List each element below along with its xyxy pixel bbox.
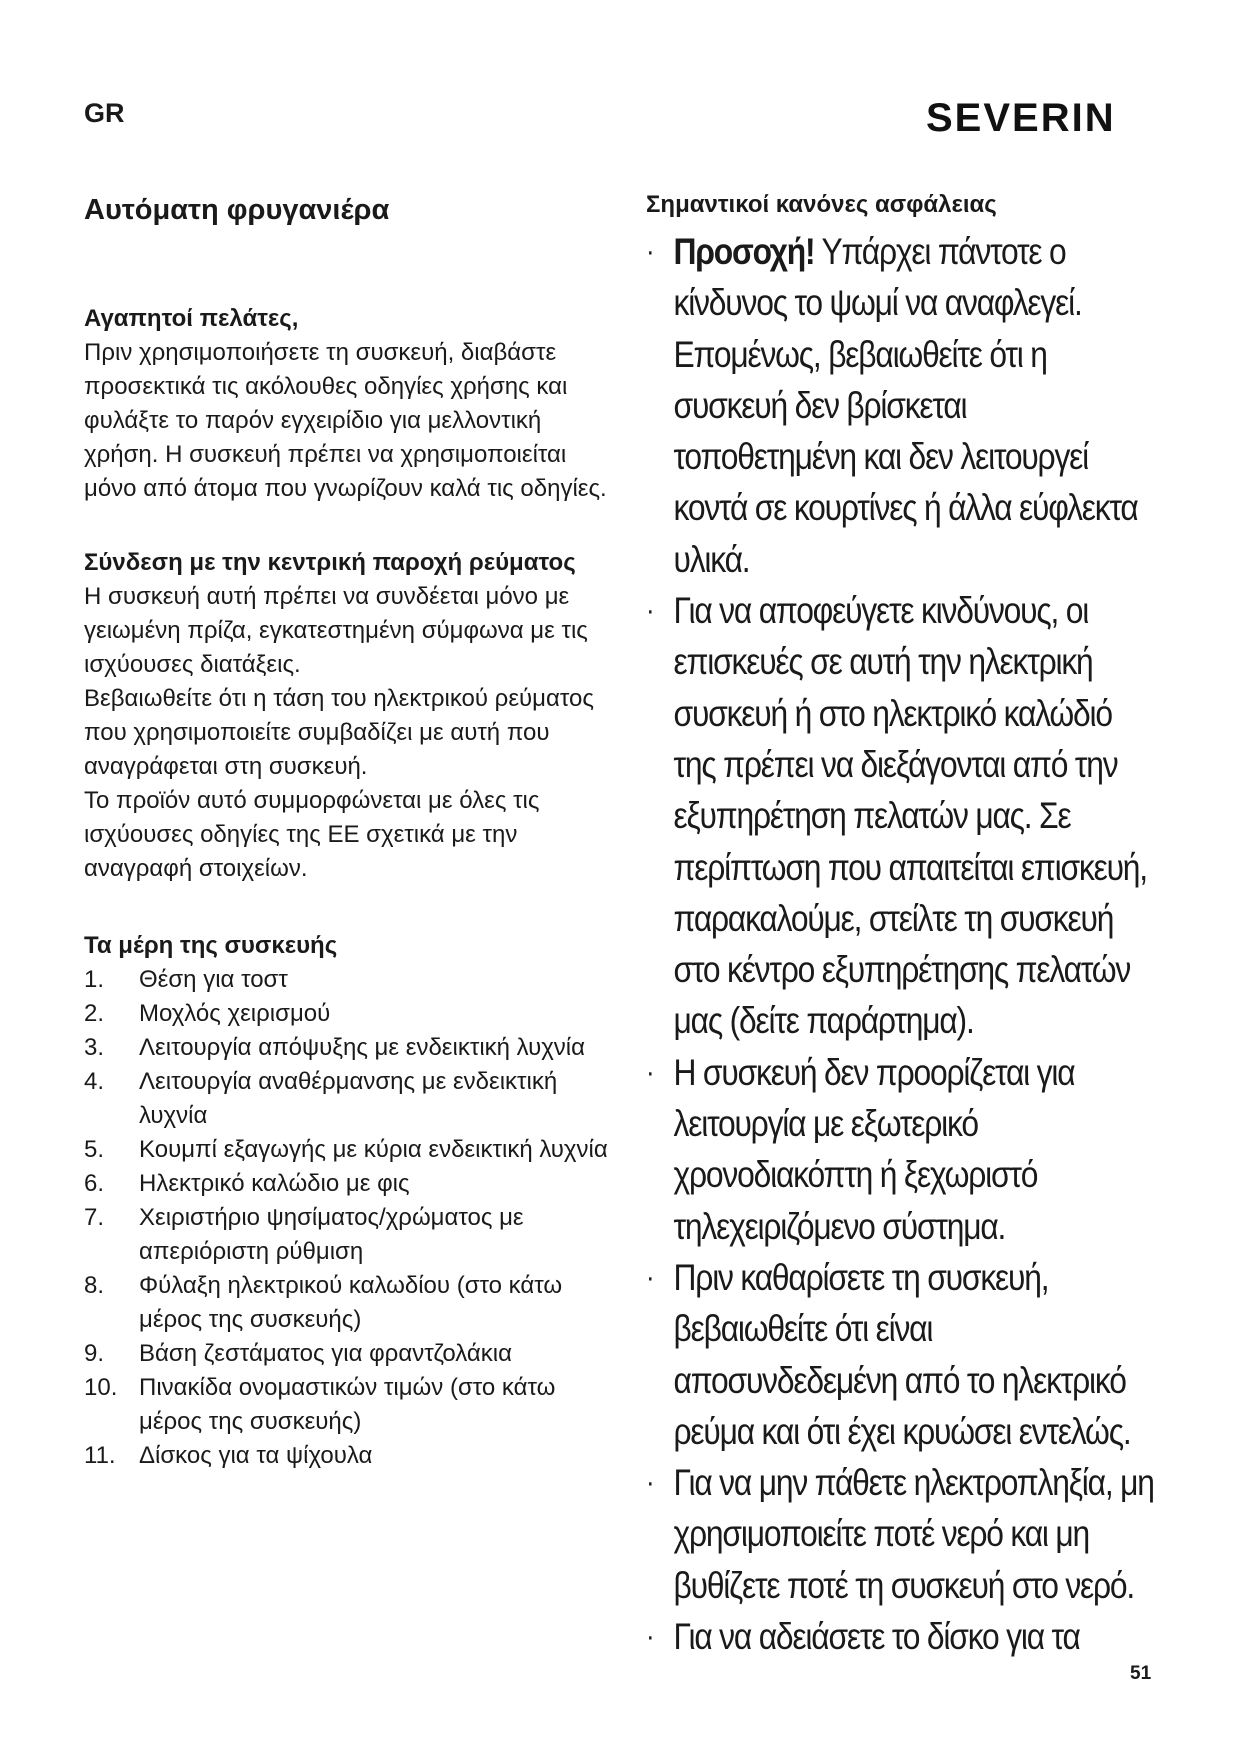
list-item: · Πριν καθαρίσετε τη συσκευή, βεβαιωθείτε ότι είναι αποσυνδεδεμένη από το ηλεκτρικό ρεύμα και ότι έχει κρυώσει εντελώς. <box>646 1252 1155 1457</box>
greeting-text: Πριν χρησιμοποιήσετε τη συσκευή, διαβάστε προσεκτικά τις ακόλουθες οδηγίες χρήσης και φυλάξτε το παρόν εγχειρίδιο για μελλοντική χρήση. Η συσκευή πρέπει να χρησιμοποιείται μόνο από άτομα που γνωρίζουν καλά τις οδηγίες. <box>84 339 607 502</box>
brand-logo: SEVERIN <box>926 96 1116 140</box>
parts-heading: Τα μέρη της συσκευής <box>84 932 338 959</box>
list-item: 6. Ηλεκτρικό καλώδιο με φις <box>84 1170 410 1197</box>
connection-paragraph-3: Το προϊόν αυτό συμμορφώνεται με όλες τις ισχύουσες οδηγίες της ΕΕ σχετικά με την αναγραφή στοιχείων. <box>84 787 540 882</box>
list-item: 4. Λειτουργία αναθέρμανσης με ενδεικτική λυχνία <box>84 1068 558 1129</box>
bullet-icon: · <box>646 594 654 628</box>
list-item: · Για να αδειάσετε το δίσκο για τα <box>646 1611 1155 1662</box>
list-item: 5. Κουμπί εξαγωγής με κύρια ενδεικτική λυχνία <box>84 1136 608 1163</box>
safety-heading: Σημαντικοί κανόνες ασφάλειας <box>646 191 997 218</box>
safety-rules-list <box>646 226 1166 1662</box>
bullet-icon: · <box>646 1620 654 1654</box>
list-item: 10. Πινακίδα ονομαστικών τιμών (στο κάτω μέρος της συσκευής) <box>84 1374 556 1435</box>
list-item: · Για να μην πάθετε ηλεκτροπληξία, μη χρησιμοποιείτε ποτέ νερό και μη βυθίζετε ποτέ τη συσκευή στο νερό. <box>646 1457 1155 1611</box>
bullet-icon: · <box>646 1466 654 1500</box>
bullet-icon: · <box>646 1260 654 1294</box>
page-title: Αυτόματη φρυγανιέρα <box>84 194 390 226</box>
connection-paragraph-2: Βεβαιωθείτε ότι η τάση του ηλεκτρικού ρεύματος που χρησιμοποιείτε συμβαδίζει με αυτή που αναγράφεται στη συσκευή. <box>84 685 594 780</box>
list-item: 3. Λειτουργία απόψυξης με ενδεικτική λυχνία <box>84 1034 586 1061</box>
list-item: · Η συσκευή δεν προορίζεται για λειτουργία με εξωτερικό χρονοδιακόπτη ή ξεχωριστό τηλεχειριζόμενο σύστημα. <box>646 1047 1155 1252</box>
bullet-icon: · <box>646 235 654 268</box>
connection-paragraph-1: Η συσκευή αυτή πρέπει να συνδέεται μόνο με γειωμένη πρίζα, εγκατεστημένη σύμφωνα με τις ισχύουσες διατάξεις. <box>84 583 588 678</box>
right-column <box>646 188 1166 1662</box>
list-item: 7. Χειριστήριο ψησίματος/χρώματος με απεριόριστη ρύθμιση <box>84 1204 524 1265</box>
list-item: 2. Μοχλός χειρισμού <box>84 1000 331 1027</box>
greeting-heading: Αγαπητοί πελάτες, <box>84 305 299 332</box>
left-column <box>84 190 614 1473</box>
bullet-icon: · <box>646 1055 654 1089</box>
language-code: GR <box>84 98 125 128</box>
list-item: 8. Φύλαξη ηλεκτρικού καλωδίου (στο κάτω μέρος της συσκευής) <box>84 1272 563 1333</box>
list-item: 1. Θέση για τοστ <box>84 966 288 993</box>
list-item: 9. Βάση ζεστάματος για φραντζολάκια <box>84 1340 512 1367</box>
list-item: · Για να αποφεύγετε κινδύνους, οι επισκευές σε αυτή την ηλεκτρική συσκευή ή στο ηλεκτρικό καλώδιό της πρέπει να διεξάγονται από την εξυπηρέτηση πελατών μας. Σε περίπτωση που απαιτείται επισκευή, παρακαλούμε, στείλτε τη συσκευή στο κέντρο εξυπηρέτησης πελατών μας (δείτε παράρτημα). <box>646 585 1155 1047</box>
connection-heading: Σύνδεση με την κεντρική παροχή ρεύματος <box>84 549 576 576</box>
warning-label: Προσοχή! <box>673 231 815 272</box>
list-item: · Προσοχή! Υπάρχει πάντοτε ο κίνδυνος το ψωμί να αναφλεγεί. Επομένως, βεβαιωθείτε ότι η συσκευή δεν βρίσκεται τοποθετημένη και δεν λειτουργεί κοντά σε κουρτίνες ή άλλα εύφλεκτα υλικά. <box>646 226 1155 585</box>
parts-list <box>84 963 614 1473</box>
list-item: 11. Δίσκος για τα ψίχουλα <box>84 1442 373 1469</box>
page-number: 51 <box>1130 1663 1152 1684</box>
